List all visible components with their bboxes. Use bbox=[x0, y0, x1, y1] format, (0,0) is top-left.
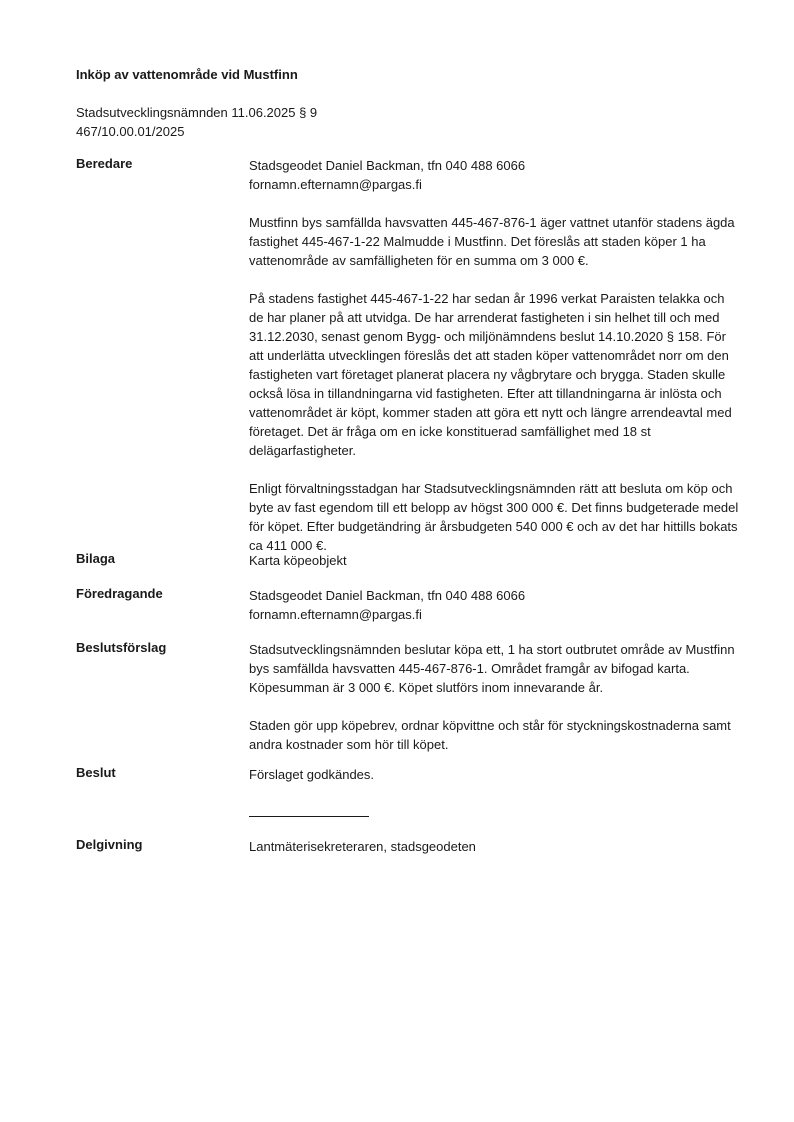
section-content bbox=[249, 640, 739, 754]
signature-divider bbox=[249, 816, 369, 817]
distribution-text: Lantmäterisekreteraren, stadsgeodeten bbox=[249, 839, 476, 854]
meeting-meta bbox=[76, 103, 317, 141]
contact-email: fornamn.efternamn@pargas.fi bbox=[249, 607, 422, 622]
decision-text: Förslaget godkändes. bbox=[249, 767, 375, 782]
section-content bbox=[249, 156, 739, 555]
paragraph: På stadens fastighet 445-467-1-22 har sedan år 1996 verkat Paraisten telakka och de har planer på att utvidga. De har arrenderat fastigheten i sin helhet till och med 31.12.2030, senast genom Bygg- och miljönämndens beslut 14.10.2020 § 158. För att underlätta utvecklingen föreslås det att staden köper vattenområdet norr om den fastigheten vart företaget planerat placera ny vågbrytare och brygga. Staden skulle också lösa in tillandningarna vid fastigheten. Efter att tillandningarna är inlösta och vattenområdet är köpt, kommer staden att göra ett nytt och längre arrendeavtal med företaget. Det är fråga om en icke konstituerad samfällighet med 18 st delägarfastigheter. bbox=[249, 291, 732, 458]
meeting-reference: Stadsutvecklingsnämnden 11.06.2025 § 9 bbox=[76, 105, 318, 120]
document-title: Inköp av vattenområde vid Mustfinn bbox=[76, 67, 298, 82]
paragraph: Stadsutvecklingsnämnden beslutar köpa ett, 1 ha stort outbrutet område av Mustfinn bys samfällda havsvatten 445-467-876-1. Området framgår av bifogad karta. Köpesumman är 3 000 €. Köpet slutförs inom innevarande år. bbox=[249, 642, 735, 695]
section-label: Delgivning bbox=[76, 837, 143, 852]
paragraph: Mustfinn bys samfällda havsvatten 445-467-876-1 äger vattnet utanför stadens ägda fastighet 445-467-1-22 Malmudde i Mustfinn. Det föreslås att staden köper 1 ha vattenområde av samfälligheten för en summa om 3 000 €. bbox=[249, 215, 735, 268]
section-label: Beslutsförslag bbox=[76, 640, 167, 655]
attachment-text: Karta köpeobjekt bbox=[249, 553, 347, 568]
contact-name-phone: Stadsgeodet Daniel Backman, tfn 040 488 6066 bbox=[249, 588, 526, 603]
section-content bbox=[249, 586, 739, 624]
contact-name-phone: Stadsgeodet Daniel Backman, tfn 040 488 6066 bbox=[249, 158, 526, 173]
section-label: Bilaga bbox=[76, 551, 116, 566]
paragraph: Enligt förvaltningsstadgan har Stadsutvecklingsnämnden rätt att besluta om köp och byte av fast egendom till ett belopp av högst 300 000 €. Det finns budgeterade medel för köpet. Efter budgetändring är årsbudgeten 540 000 € och av det har hittills bokats ca 411 000 €. bbox=[249, 481, 739, 553]
case-number: 467/10.00.01/2025 bbox=[76, 124, 185, 139]
contact-block bbox=[249, 156, 739, 194]
section-label: Beslut bbox=[76, 765, 116, 780]
contact-email: fornamn.efternamn@pargas.fi bbox=[249, 177, 422, 192]
section-label: Föredragande bbox=[76, 586, 163, 601]
paragraph: Staden gör upp köpebrev, ordnar köpvittne och står för styckningskostnaderna samt andra kostnader som hör till köpet. bbox=[249, 718, 731, 752]
section-label: Beredare bbox=[76, 156, 133, 171]
